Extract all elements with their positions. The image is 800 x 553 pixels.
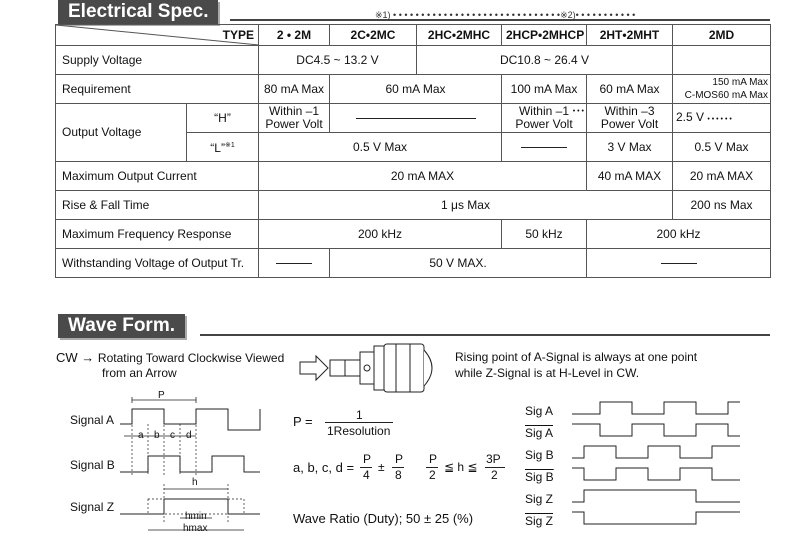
max-current-row <box>56 162 771 191</box>
f-2b: 2 <box>491 468 498 482</box>
col-2-2m: 2 • 2M <box>259 25 330 46</box>
output-l-2hcp <box>502 133 587 162</box>
wave-form-rule <box>200 334 770 336</box>
output-h-2md-dots: • • • • • • <box>707 115 732 123</box>
withstand-dash-2 <box>661 263 697 264</box>
col-2hcp-2mhcp: 2HCP•2MHCP <box>502 25 587 46</box>
output-l-label-cell <box>187 133 259 162</box>
formula-p-num: 1 <box>356 408 363 422</box>
output-l-2md: 0.5 V Max <box>673 133 771 162</box>
output-h-2 <box>259 104 330 133</box>
formula-p-bar <box>325 422 393 423</box>
supply-voltage-label: Supply Voltage <box>56 46 259 75</box>
c-label: c <box>170 430 175 441</box>
max-current-2-2hcp: 20 mA MAX <box>259 162 587 191</box>
cw-text: CW <box>56 350 78 365</box>
hmax-label: hmax <box>183 523 208 534</box>
output-l-label: “L” <box>210 141 225 155</box>
sig-a-label: Sig A <box>525 404 554 418</box>
f-pm: ± <box>378 460 385 474</box>
requirement-2md <box>673 75 771 104</box>
output-h-2hcp-line1: Within –1 <box>518 104 570 118</box>
sig-b-bar-label: Sig B <box>525 470 554 484</box>
supply-voltage-low: DC4.5 ~ 13.2 V <box>259 46 417 75</box>
f-p3: P <box>429 452 438 466</box>
withstand-label: Withstanding Voltage of Output Tr. <box>56 249 259 278</box>
col-2c-2mc: 2C•2MC <box>330 25 417 46</box>
formula-p-lhs: P = <box>293 414 313 429</box>
output-l-note: ※1 <box>224 142 235 149</box>
output-voltage-label: Output Voltage <box>56 104 187 162</box>
output-voltage-h-row <box>56 104 771 133</box>
duty-text: Wave Ratio (Duty); 50 ± 25 (%) <box>293 511 474 526</box>
sig-z-bar-label: Sig Z <box>525 514 554 528</box>
encoder-icon <box>300 342 450 392</box>
a-label: a <box>138 430 144 441</box>
withstand-2 <box>259 249 330 278</box>
requirement-2: 80 mA Max <box>259 75 330 104</box>
max-current-2ht: 40 mA MAX <box>587 162 673 191</box>
type-header-cell <box>56 25 259 46</box>
rise-fall-2-2ht: 1 μs Max <box>259 191 673 220</box>
sig-z-label: Sig Z <box>525 492 554 506</box>
cw-line2: from an Arrow <box>102 366 177 380</box>
supply-voltage-2md <box>673 46 771 75</box>
output-h-2md-value: 2.5 V <box>676 109 705 124</box>
output-l-2ht: 3 V Max <box>587 133 673 162</box>
electrical-spec-title: Electrical Spec. <box>58 0 218 24</box>
output-l-2-2hc: 0.5 V Max <box>259 133 502 162</box>
rise-fall-row <box>56 191 771 220</box>
d-label: d <box>186 430 192 441</box>
output-h-2hcp-dots: • • • <box>572 108 584 115</box>
cw-line1: Rotating Toward Clockwise Viewed <box>97 351 285 365</box>
col-2ht-2mht: 2HT•2MHT <box>587 25 673 46</box>
f-4: 4 <box>363 468 370 482</box>
cw-label <box>56 350 284 365</box>
withstand-2c-2hcp: 50 V MAX. <box>330 249 587 278</box>
spec-note-dots: ※1) • • • • • • • • • • • • • • • • • • • • • • • • • • • • • •※2)• • • • • • • • • • • <box>375 10 636 20</box>
requirement-2c-2hc: 60 mA Max <box>330 75 502 104</box>
f-p1: P <box>363 452 372 466</box>
output-h-2ht-line1: Within –3 <box>604 104 655 118</box>
signal-z-label: Signal Z <box>70 500 115 514</box>
sig-a-bar-label: Sig A <box>525 426 554 440</box>
f-3p: 3P <box>486 452 501 466</box>
p-marker-label: P <box>158 390 165 401</box>
output-h-2md <box>673 104 771 133</box>
f-p2: P <box>395 452 404 466</box>
output-h-2-line1: Within –1 <box>268 104 320 118</box>
signal-a-label: Signal A <box>70 413 115 427</box>
col-2hc-2mhc: 2HC•2MHC <box>417 25 502 46</box>
requirement-row <box>56 75 771 104</box>
output-h-2-line2: Power Volt <box>265 117 323 131</box>
rising-line2: while Z-Signal is at H-Level in CW. <box>455 366 640 380</box>
formula-p-den: 1Resolution <box>327 424 391 438</box>
type-label: TYPE <box>222 27 254 42</box>
requirement-2hcp: 100 mA Max <box>502 75 587 104</box>
max-current-label: Maximum Output Current <box>56 162 259 191</box>
requirement-label: Requirement <box>56 75 259 104</box>
requirement-2ht: 60 mA Max <box>587 75 673 104</box>
output-h-dash <box>356 118 476 119</box>
output-h-2hcp <box>502 104 587 133</box>
wave-form-title: Wave Form. <box>58 314 185 338</box>
withstand-row <box>56 249 771 278</box>
requirement-2md-line1: 150 mA Max <box>712 77 768 88</box>
output-l-dash <box>521 147 567 148</box>
max-current-2md: 20 mA MAX <box>673 162 771 191</box>
requirement-2md-line2: C-MOS60 mA Max <box>684 90 768 101</box>
supply-voltage-row <box>56 46 771 75</box>
output-h-2ht-line2: Power Volt <box>600 117 659 131</box>
output-h-label: “H” <box>187 104 259 133</box>
cw-arrow-icon: → <box>81 350 95 365</box>
formula-abcd-lhs: a, b, c, d = <box>293 460 355 475</box>
output-h-2c-2hc <box>330 104 502 133</box>
max-freq-2-2hc: 200 kHz <box>259 220 502 249</box>
output-h-2ht <box>587 104 673 133</box>
signal-b-label: Signal B <box>70 458 115 472</box>
max-freq-2ht-2md: 200 kHz <box>587 220 771 249</box>
output-h-2hcp-line2: Power Volt <box>515 117 573 131</box>
max-freq-2hcp: 50 kHz <box>502 220 587 249</box>
quadrature-waveforms <box>572 398 742 538</box>
rise-fall-2md: 200 ns Max <box>673 191 771 220</box>
max-freq-row <box>56 220 771 249</box>
withstand-2ht-2md <box>587 249 771 278</box>
rise-fall-label: Rise & Fall Time <box>56 191 259 220</box>
f-le: ≦ h ≦ <box>444 460 478 474</box>
b-label: b <box>154 430 160 441</box>
supply-voltage-high: DC10.8 ~ 26.4 V <box>417 46 673 75</box>
electrical-spec-table <box>55 24 771 278</box>
withstand-dash-1 <box>276 263 312 264</box>
f-2a: 2 <box>429 468 436 482</box>
col-2md: 2MD <box>673 25 771 46</box>
rising-line1: Rising point of A-Signal is always at one point <box>455 350 698 364</box>
sig-b-label: Sig B <box>525 448 554 462</box>
max-freq-label: Maximum Frequency Response <box>56 220 259 249</box>
f-8: 8 <box>395 468 402 482</box>
h-label: h <box>192 477 198 488</box>
hmin-label: hmin <box>185 511 207 522</box>
table-header-row <box>56 25 771 46</box>
